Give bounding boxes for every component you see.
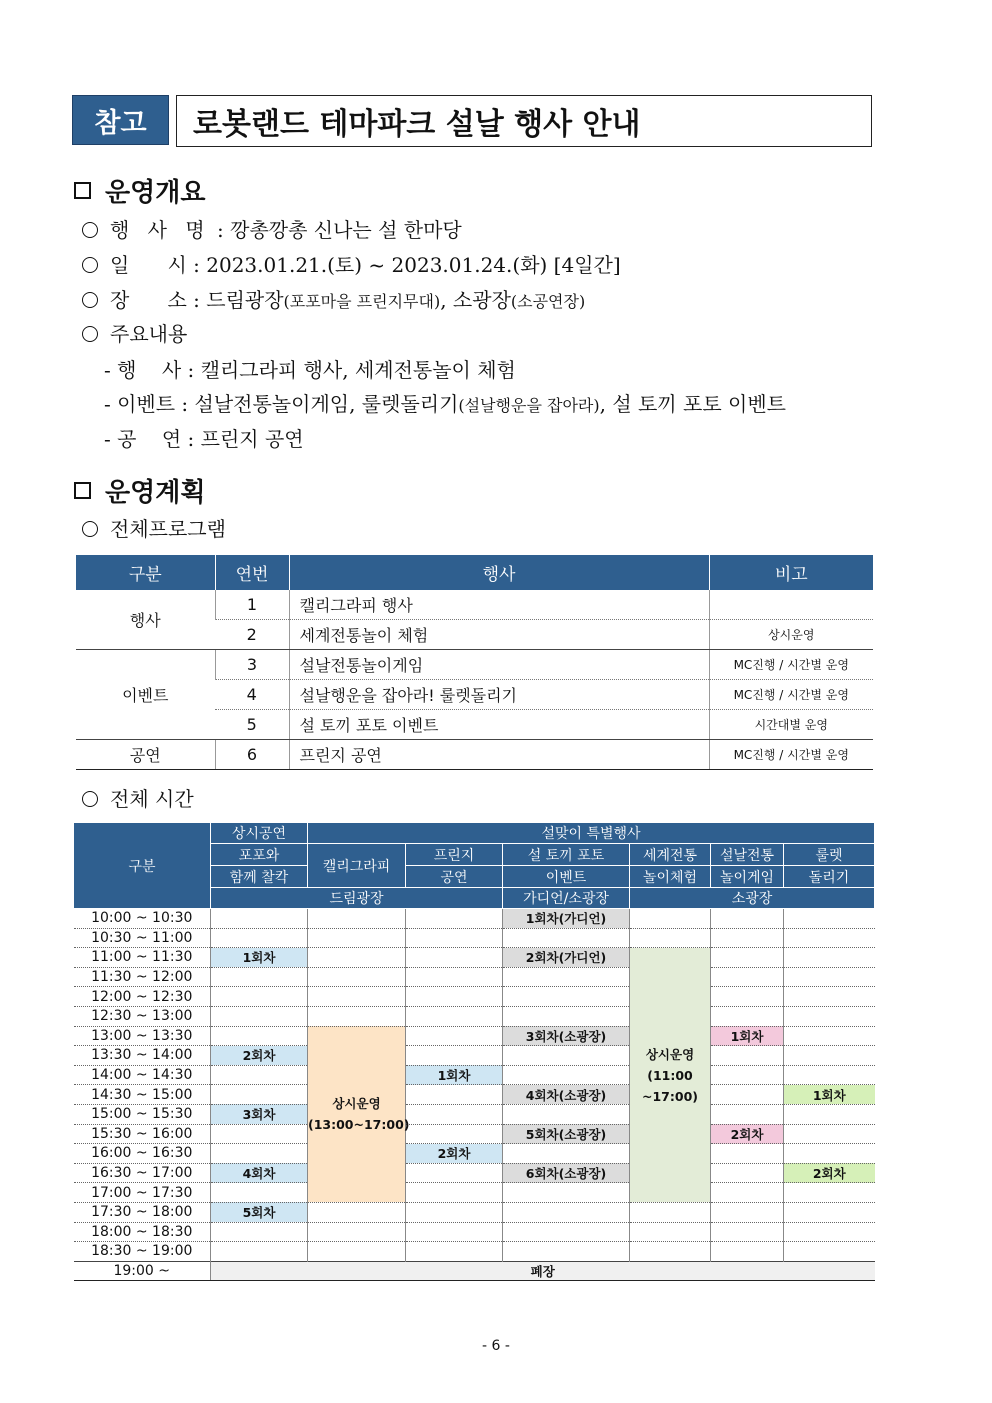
page-title: 로봇랜드 테마파크 설날 행사 안내 xyxy=(176,95,872,147)
time-label: 전체 시간 xyxy=(82,783,194,812)
table-row: 10:00 ~ 10:30 1회차(가디언) xyxy=(74,909,875,929)
table-row: 14:00 ~ 14:30 1회차 xyxy=(74,1065,875,1085)
circle-bullet-icon xyxy=(82,521,98,537)
circle-bullet-icon xyxy=(82,326,98,342)
reference-badge: 참고 xyxy=(72,95,169,145)
overview-place: 장 소 : 드림광장(포포마을 프린지무대), 소광장(소공연장) xyxy=(82,284,585,313)
circle-bullet-icon xyxy=(82,257,98,273)
schedule-header-cols-a: 포포와 캘리그라피 프린지 설 토끼 포토 세계전통 설날전통 룰렛 xyxy=(74,844,875,866)
square-bullet-icon xyxy=(74,482,91,499)
closing-row: 19:00 ~ 폐장 xyxy=(74,1261,875,1281)
overview-event-name: 행 사 명 : 깡총깡총 신나는 설 한마당 xyxy=(82,214,462,243)
table-row: 10:30 ~ 11:00 xyxy=(74,928,875,948)
table-row: 14:30 ~ 15:00 4회차(소광장) 1회차 xyxy=(74,1085,875,1105)
section-heading-plan: 운영계획 xyxy=(74,472,205,509)
circle-bullet-icon xyxy=(82,791,98,807)
sub-item-promotions: - 이벤트 : 설날전통놀이게임, 룰렛돌리기(설날행운을 잡아라), 설 토끼 포토 이벤트 xyxy=(104,392,786,416)
table-row: 18:00 ~ 18:30 xyxy=(74,1222,875,1242)
table-row: 16:00 ~ 16:30 2회차 xyxy=(74,1144,875,1164)
table-row: 이벤트 3 설날전통놀이게임 MC진행 / 시간별 운영 xyxy=(76,650,873,680)
table-row: 13:30 ~ 14:00 2회차 xyxy=(74,1046,875,1066)
table-row: 공연 6 프린지 공연 MC진행 / 시간별 운영 xyxy=(76,740,873,770)
schedule-table xyxy=(73,822,875,1281)
page-number: - 6 - xyxy=(482,1338,510,1354)
sub-item-performance: - 공 연 : 프린지 공연 xyxy=(104,427,304,451)
table-row: 4 설날행운을 잡아라! 룰렛돌리기 MC진행 / 시간별 운영 xyxy=(76,680,873,710)
circle-bullet-icon xyxy=(82,222,98,238)
table-row: 11:30 ~ 12:00 xyxy=(74,967,875,987)
calligraphy-always-open: 상시운영 (13:00~17:00) xyxy=(308,1026,406,1202)
table-row: 16:30 ~ 17:00 4회차 6회차(소광장) 2회차 xyxy=(74,1163,875,1183)
schedule-header-locations: 드림광장 가디언/소광장 소광장 xyxy=(74,888,875,909)
program-table xyxy=(76,555,873,770)
table-row: 5 설 토끼 포토 이벤트 시간대별 운영 xyxy=(76,710,873,740)
square-bullet-icon xyxy=(74,182,91,199)
table-row: 15:30 ~ 16:00 5회차(소광장) 2회차 xyxy=(74,1124,875,1144)
table-row: 13:00 ~ 13:30 상시운영 (13:00~17:00) 3회차(소광장) 1회차 xyxy=(74,1026,875,1046)
table-row: 17:30 ~ 18:00 5회차 xyxy=(74,1202,875,1222)
table-row: 12:30 ~ 13:00 xyxy=(74,1006,875,1026)
schedule-header-cols-b: 함께 찰칵 공연 이벤트 놀이체험 놀이게임 돌리기 xyxy=(74,866,875,888)
table-row: 15:00 ~ 15:30 3회차 xyxy=(74,1104,875,1124)
table-row: 12:00 ~ 12:30 xyxy=(74,987,875,1007)
table-row: 17:00 ~ 17:30 xyxy=(74,1183,875,1203)
circle-bullet-icon xyxy=(82,292,98,308)
table-row: 18:30 ~ 19:00 xyxy=(74,1242,875,1262)
overview-main-content: 주요내용 xyxy=(82,318,187,347)
schedule-header-top: 구분 상시공연 설맞이 특별행사 xyxy=(74,823,875,844)
table-header-row: 구분 연번 행사 비고 xyxy=(76,555,873,590)
sub-item-events: - 행 사 : 캘리그라피 행사, 세계전통놀이 체험 xyxy=(104,358,516,382)
table-row: 11:00 ~ 11:30 1회차 2회차(가디언) 상시운영 (11:00 ~17:00) xyxy=(74,948,875,968)
section-heading-overview: 운영개요 xyxy=(74,172,205,209)
program-label: 전체프로그램 xyxy=(82,513,226,542)
world-play-always-open: 상시운영 (11:00 ~17:00) xyxy=(630,948,711,1203)
table-row: 행사 1 캘리그라피 행사 xyxy=(76,590,873,620)
table-row: 2 세계전통놀이 체험 상시운영 xyxy=(76,620,873,650)
overview-date: 일 시 : 2023.01.21.(토) ~ 2023.01.24.(화) [4일간] xyxy=(82,249,621,278)
